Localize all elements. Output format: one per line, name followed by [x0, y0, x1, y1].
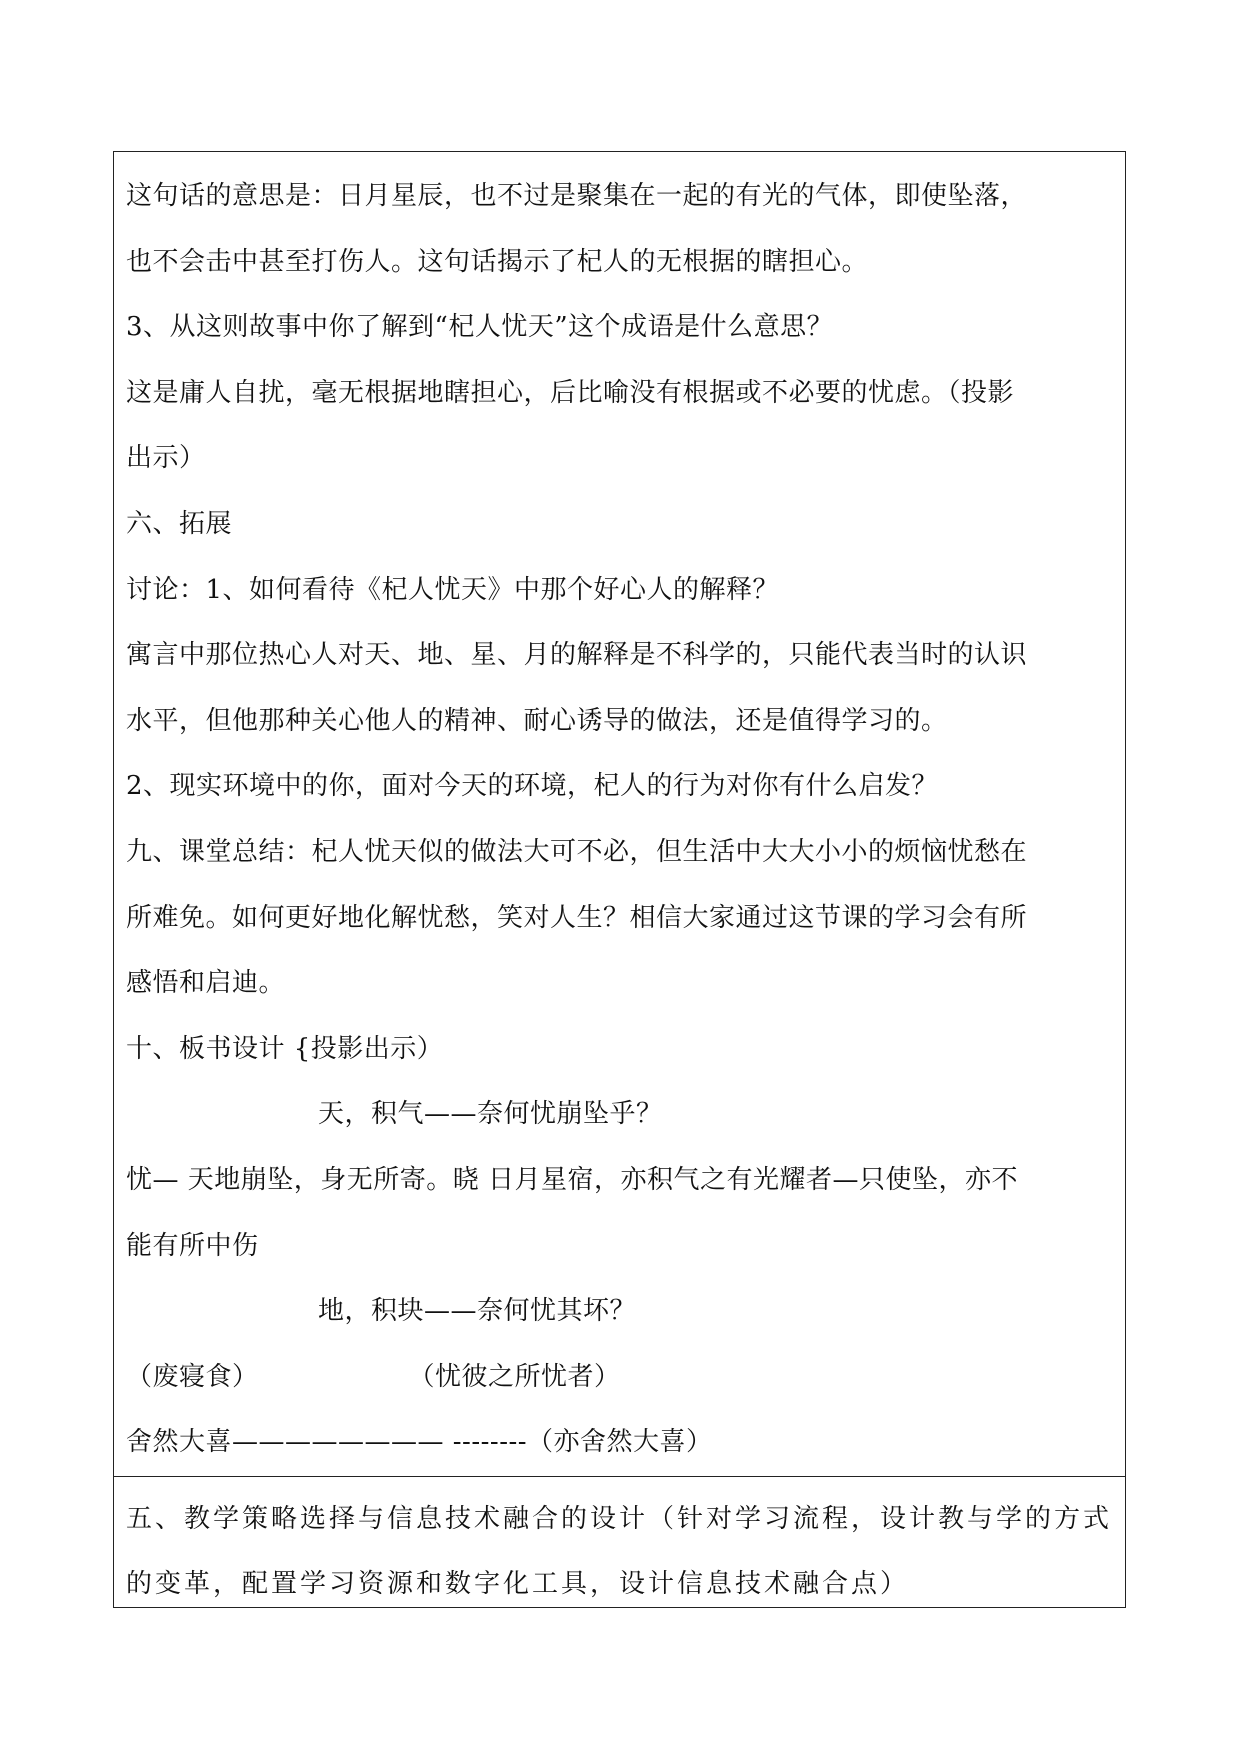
text-line: 讨论：1、如何看待《杞人忧天》中那个好心人的解释？ — [126, 574, 780, 605]
section-heading: 十、板书设计 {投影出示） — [126, 1033, 444, 1064]
text-line: 这句话的意思是：日月星辰，也不过是聚集在一起的有光的气体，即使坠落， — [126, 181, 1028, 211]
board-notes-row — [126, 1345, 1113, 1411]
text-line: 水平，但他那种关心他人的精神、耐心诱导的做法，还是值得学习的。 — [126, 705, 948, 736]
lower-cell — [114, 1476, 1125, 1607]
board-line-worry: 忧— 天地崩坠，身无所寄。晓 日月星宿，亦积气之有光耀者—只使坠，亦不 — [126, 1164, 1019, 1195]
text-line: 3、从这则故事中你了解到“杞人忧天”这个成语是什么意思？ — [126, 312, 834, 343]
text-line: 的变革，配置学习资源和数字化工具，设计信息技术融合点） — [126, 1569, 910, 1600]
upper-cell — [114, 152, 1125, 1476]
board-left-note: （废寝食） — [126, 1361, 259, 1392]
text-line: 寓言中那位热心人对天、地、星、月的解释是不科学的，只能代表当时的认识 — [126, 640, 1028, 671]
text-line: 2、现实环境中的你，面对今天的环境，杞人的行为对你有什么启发？ — [126, 771, 939, 802]
lesson-plan-table — [113, 151, 1126, 1608]
section-heading: 五、教学策略选择与信息技术融合的设计（针对学习流程，设计教与学的方式 — [126, 1503, 1113, 1534]
board-line-worry-cont: 能有所中伤 — [126, 1230, 259, 1261]
section-heading: 六、拓展 — [126, 508, 233, 539]
board-line-sky: 天，积气——奈何忧崩坠乎？ — [318, 1099, 663, 1130]
text-line: 这是庸人自扰，毫无根据地瞎担心，后比喻没有根据或不必要的忧虑。（投影 — [126, 377, 1015, 408]
board-line-joy: 舍然大喜———————— --------（亦舍然大喜） — [126, 1427, 713, 1458]
section-heading: 九、课堂总结：杞人忧天似的做法大可不必，但生活中大大小小的烦恼忧愁在 — [126, 836, 1028, 867]
text-line: 出示） — [126, 443, 206, 474]
text-line: 所难免。如何更好地化解忧愁，笑对人生？相信大家通过这节课的学习会有所 — [126, 902, 1028, 933]
text-line: 感悟和启迪。 — [126, 968, 286, 999]
board-right-note: （忧彼之所忧者） — [408, 1361, 621, 1392]
board-line-earth: 地，积块——奈何忧其坏？ — [318, 1296, 637, 1327]
text-line: 也不会击中甚至打伤人。这句话揭示了杞人的无根据的瞎担心。 — [126, 246, 869, 277]
